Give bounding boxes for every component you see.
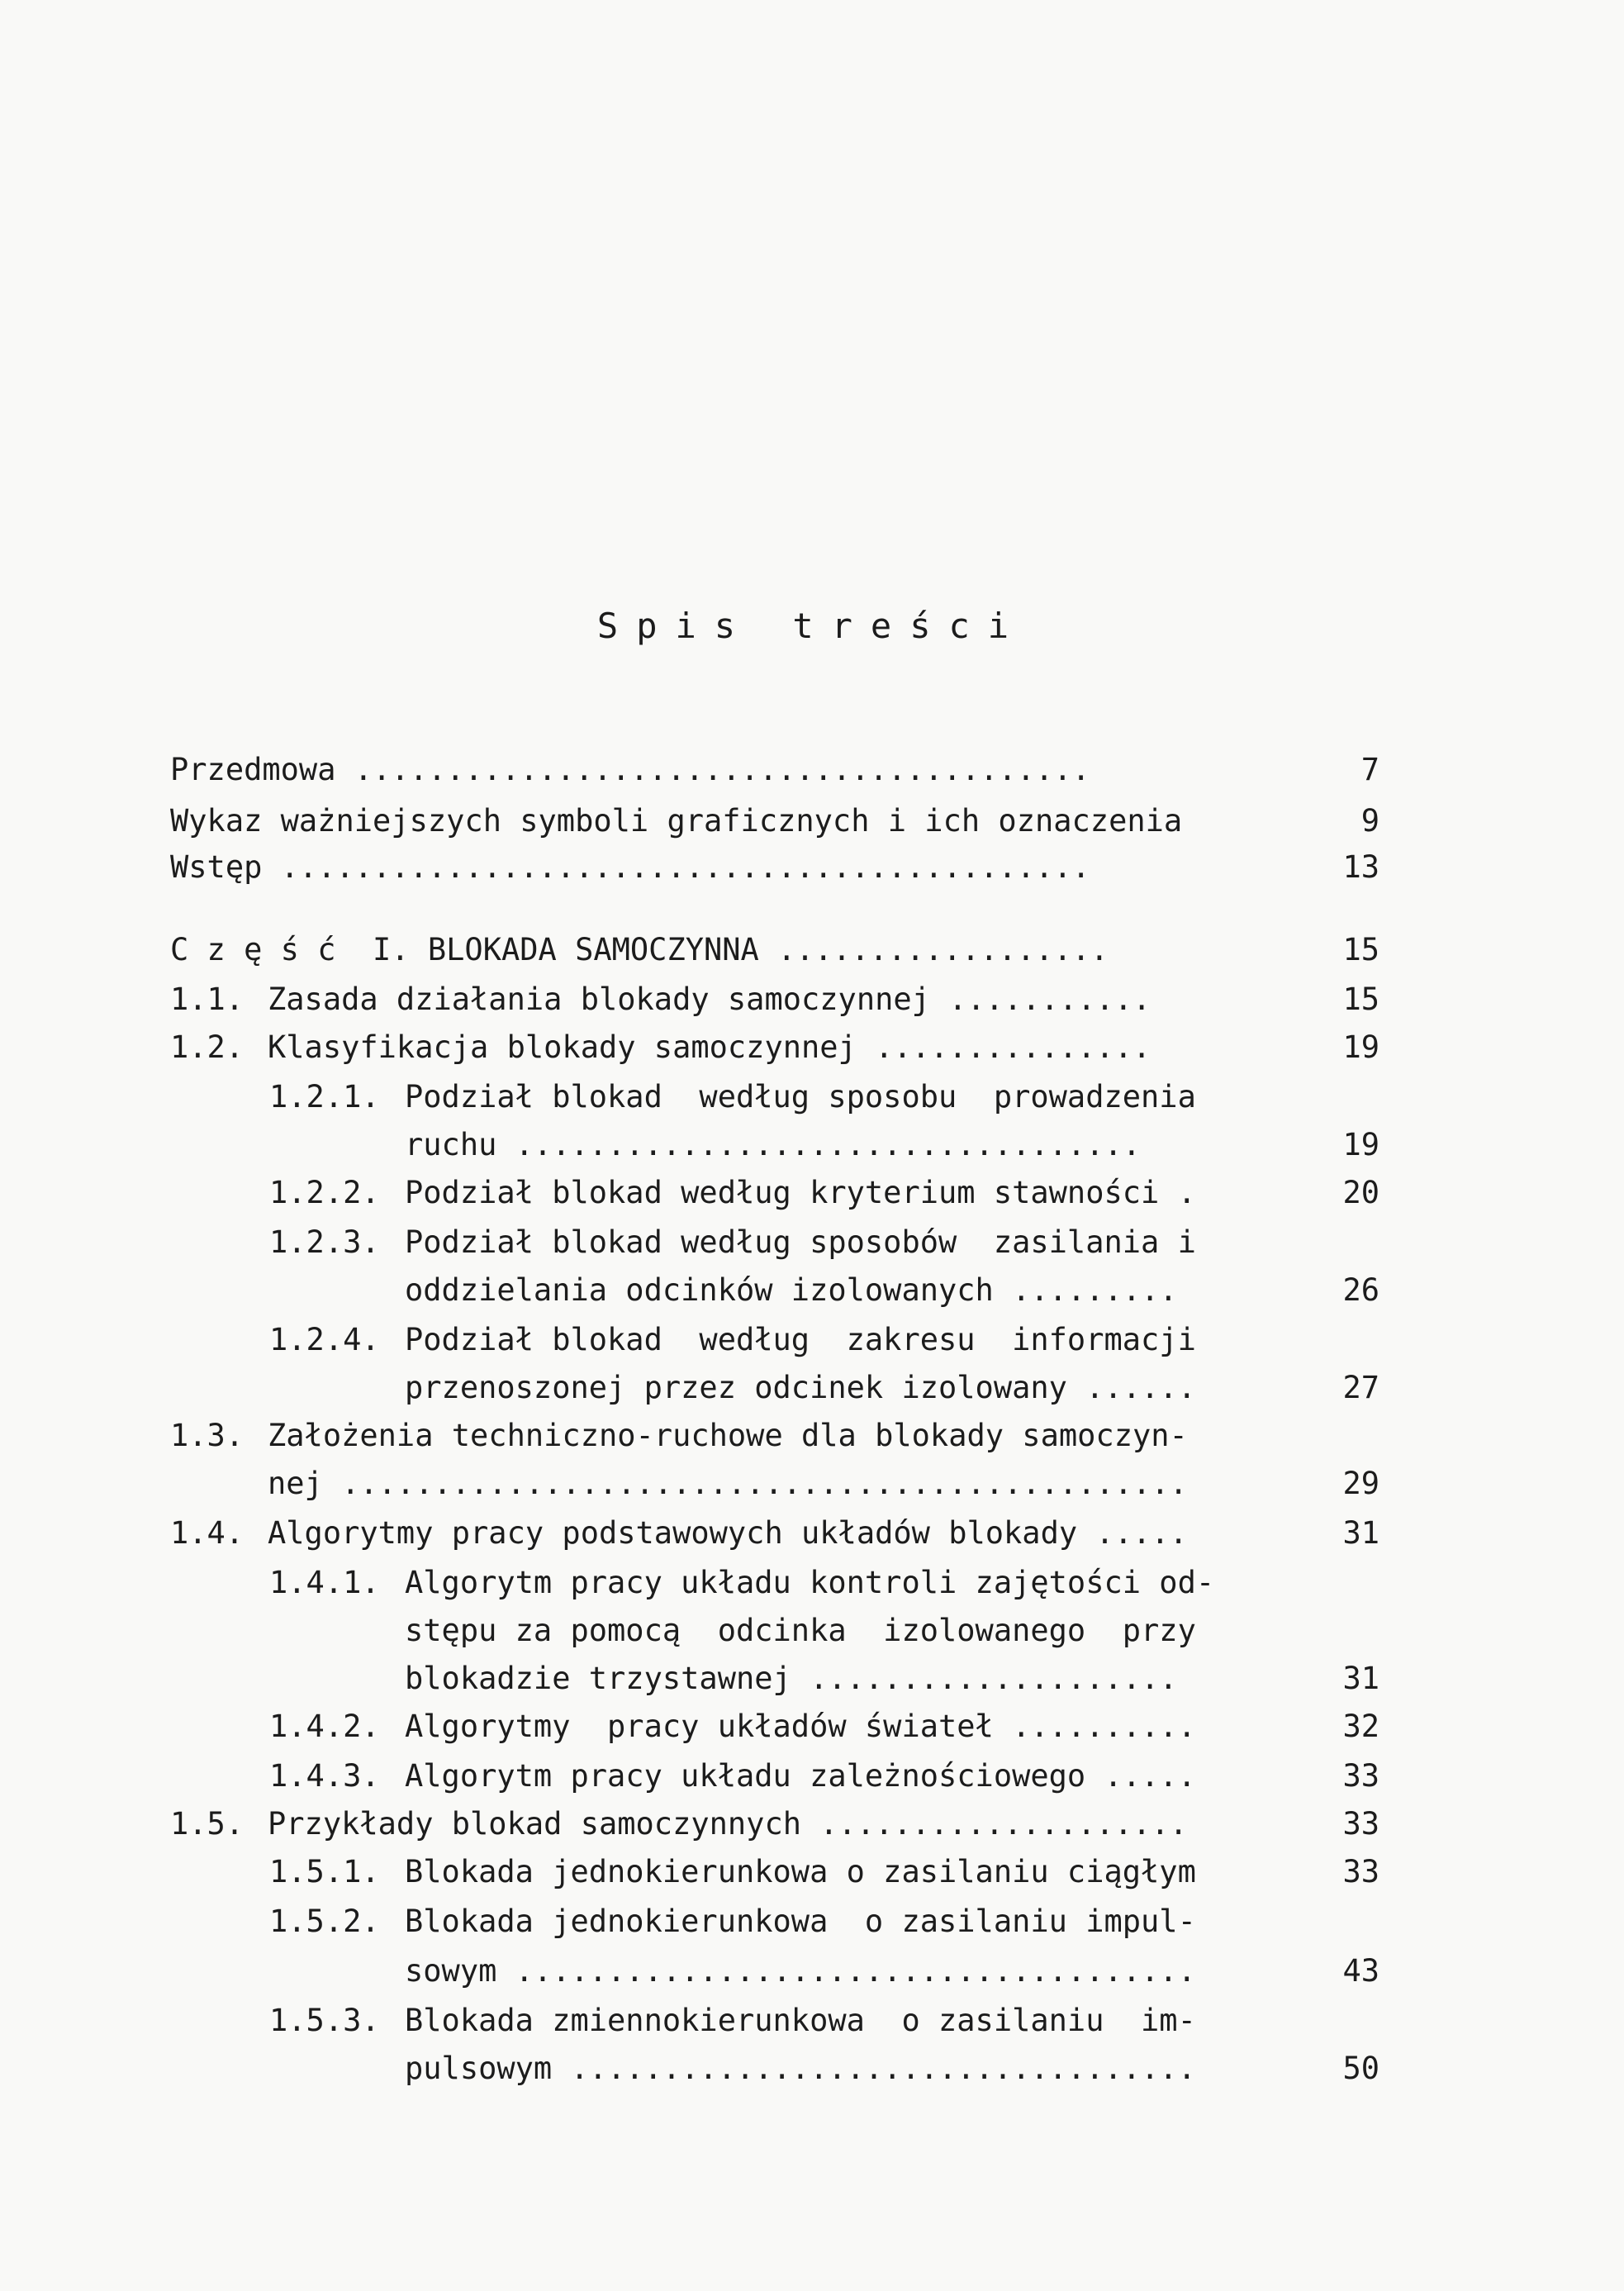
toc-page-number: 9 (1360, 803, 1379, 839)
toc-entry-number: 1.1. (170, 982, 245, 1017)
toc-entry-number: 1.2.4. (269, 1322, 380, 1357)
toc-entry-number: 1.3. (170, 1418, 245, 1453)
toc-entry (269, 1897, 1277, 1946)
toc-entry (170, 975, 1269, 1024)
toc-entry-number: 1.2.3. (269, 1224, 380, 1260)
toc-entry-text: Algorytmy pracy układów świateł .......... (405, 1709, 1196, 1744)
toc-page-number: 31 (1342, 1515, 1379, 1551)
toc-entry (269, 1072, 1277, 1122)
toc-page-number: 31 (1342, 1661, 1379, 1696)
toc-entry-text: nej .............................................. (268, 1466, 1188, 1501)
toc-entry-text: Algorytm pracy układu zależnościowego ..... (405, 1758, 1196, 1794)
toc-entry (170, 925, 1269, 975)
toc-page-number: 15 (1342, 932, 1379, 967)
toc-entry (405, 1654, 1269, 1704)
toc-entry-text: Wykaz ważniejszych symboli graficznych i ich oznaczenia (170, 803, 1183, 839)
toc-entry (170, 1023, 1269, 1072)
toc-entry-number: 1.4. (170, 1515, 245, 1551)
toc-entry-text: Przykłady blokad samoczynnych .................... (268, 1806, 1188, 1842)
toc-entry-number: 1.2. (170, 1029, 245, 1065)
toc-entry-number: 1.5.1. (269, 1854, 380, 1889)
toc-entry-text: pulsowym .................................. (405, 2051, 1196, 2086)
page-title: Spis treści (596, 606, 1028, 646)
toc-entry (170, 745, 1269, 795)
toc-page-number: 19 (1342, 1127, 1379, 1162)
toc-entry-text: Podział blokad według sposobów zasilania i (405, 1224, 1196, 1260)
toc-page-number: 33 (1342, 1806, 1379, 1842)
toc-entry-text: ruchu .................................. (405, 1127, 1142, 1162)
toc-entry (170, 1411, 1277, 1461)
toc-entry-text: Zasada działania blokady samoczynnej ........... (268, 982, 1152, 1017)
toc-entry (269, 1996, 1277, 2046)
toc-page-number: 20 (1342, 1175, 1379, 1210)
toc-entry (405, 1120, 1269, 1170)
toc-entry (405, 1946, 1269, 1996)
toc-entry (268, 1459, 1269, 1509)
toc-entry-text: Blokada jednokierunkowa o zasilaniu ciągłym (405, 1854, 1196, 1889)
toc-page-number: 19 (1342, 1029, 1379, 1065)
toc-entry (405, 1606, 1277, 1656)
toc-entry-number: 1.5.2. (269, 1904, 380, 1939)
toc-page-number: 33 (1342, 1758, 1379, 1794)
toc-entry-text: oddzielania odcinków izolowanych ......... (405, 1272, 1178, 1308)
toc-entry (170, 796, 1277, 846)
toc-entry (405, 1363, 1269, 1413)
toc-entry-text: Klasyfikacja blokady samoczynnej ............... (268, 1029, 1152, 1065)
toc-page-number: 26 (1342, 1272, 1379, 1308)
toc-page-number: 15 (1342, 982, 1379, 1017)
toc-page-number: 50 (1342, 2051, 1379, 2086)
toc-page-number: 27 (1342, 1370, 1379, 1405)
toc-entry (269, 1558, 1277, 1608)
toc-entry (170, 1509, 1269, 1558)
toc-entry-text: Podział blokad według sposobu prowadzenia (405, 1079, 1196, 1115)
toc-entry (269, 1168, 1277, 1218)
toc-entry (405, 2044, 1269, 2094)
toc-entry-text: Wstęp ............................................ (170, 849, 1090, 885)
toc-entry (269, 1702, 1269, 1752)
toc-entry-number: 1.4.1. (269, 1565, 380, 1600)
toc-entry (269, 1218, 1277, 1267)
toc-entry-text: przenoszonej przez odcinek izolowany ...... (405, 1370, 1196, 1405)
toc-entry-text: Blokada zmiennokierunkowa o zasilaniu im- (405, 2003, 1196, 2038)
toc-page-number: 33 (1342, 1854, 1379, 1889)
toc-entry-text: Podział blokad według kryterium stawności . (405, 1175, 1196, 1210)
toc-entry-text: Algorytm pracy układu kontroli zajętości od- (405, 1565, 1215, 1600)
toc-entry-text: sowym ..................................... (405, 1953, 1196, 1989)
toc-entry-number: 1.2.1. (269, 1079, 380, 1115)
toc-entry-number: 1.2.2. (269, 1175, 380, 1210)
toc-entry (170, 843, 1269, 892)
toc-entry-text: Podział blokad według zakresu informacji (405, 1322, 1196, 1357)
toc-page-number: 43 (1342, 1953, 1379, 1989)
toc-entry-number: 1.4.2. (269, 1709, 380, 1744)
toc-entry (269, 1752, 1269, 1801)
toc-entry (170, 1799, 1269, 1849)
toc-page-number: 13 (1342, 849, 1379, 885)
toc-entry (269, 1847, 1277, 1897)
toc-entry-text: Przedmowa ........................................ (170, 752, 1090, 787)
toc-entry (405, 1266, 1269, 1315)
toc-page-number: 29 (1342, 1466, 1379, 1501)
toc-entry-text: Założenia techniczno-ruchowe dla blokady samoczyn- (268, 1418, 1188, 1453)
toc-entry-text: Algorytmy pracy podstawowych układów blokady ..... (268, 1515, 1188, 1551)
toc-entry-text: C z ę ś ć I. BLOKADA SAMOCZYNNA .................. (170, 932, 1109, 967)
toc-entry (269, 1315, 1277, 1365)
toc-entry-number: 1.5. (170, 1806, 245, 1842)
toc-entry-number: 1.4.3. (269, 1758, 380, 1794)
toc-entry-text: Blokada jednokierunkowa o zasilaniu impul- (405, 1904, 1196, 1939)
toc-page-number: 7 (1360, 752, 1379, 787)
toc-entry-number: 1.5.3. (269, 2003, 380, 2038)
toc-entry-text: stępu za pomocą odcinka izolowanego przy (405, 1613, 1196, 1648)
toc-page-number: 32 (1342, 1709, 1379, 1744)
toc-entry-text: blokadzie trzystawnej .................... (405, 1661, 1178, 1696)
